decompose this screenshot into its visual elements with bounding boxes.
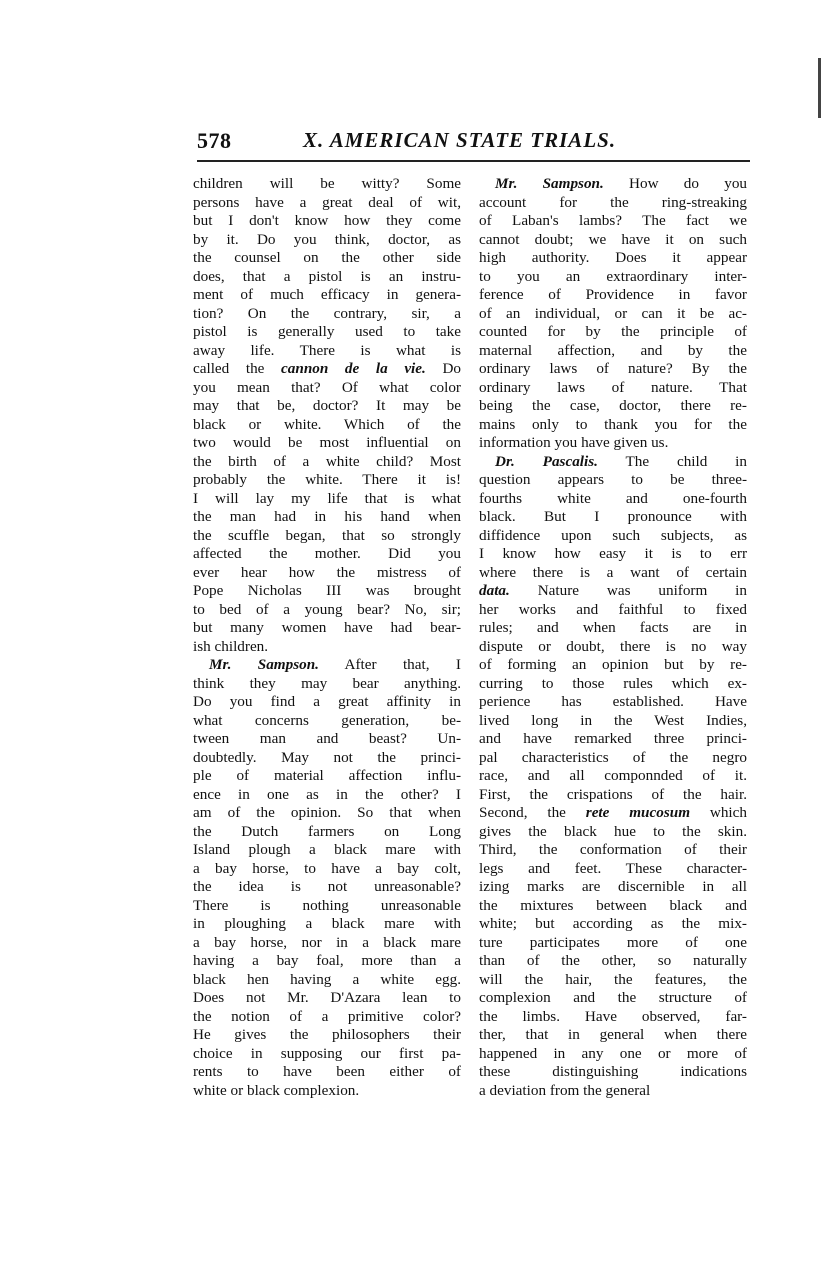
text-line: affected the mother. Did you [193,545,461,562]
text-line: of Laban's lambs? The fact we [479,212,747,229]
text-line: ference of Providence in favor [479,286,747,303]
text-line: fourths white and one-fourth [479,489,747,507]
text-line: her works and faithful to fixed [479,600,747,618]
text-line: probably the white. There it is! [193,471,461,488]
speaker-name: Mr. Sampson. [209,656,319,673]
text-line: being the case, doctor, there re- [479,397,747,414]
italic-term: cannon de la vie. [281,360,426,377]
text-line: legs and feet. These character- [479,859,747,877]
text-line: to bed of a young bear? No, sir; [193,600,461,618]
running-title: X. AMERICAN STATE TRIALS. [303,128,617,152]
text-line: happened in any one or more of [479,1044,747,1062]
text-line: dispute or doubt, there is no way [479,637,747,655]
text-line: to you an extraordinary inter- [479,267,747,285]
text-line: black hen having a white egg. [193,970,461,988]
page-number: 578 [197,128,232,153]
text-line: data. Nature was uniform in [479,582,747,599]
text-line: the birth of a white child? Most [193,452,461,470]
text-line: I will lay my life that is what [193,489,461,507]
text-line: the man had in his hand when [193,508,461,525]
text-line: ordinary laws of nature. That [479,378,747,396]
text-line: ish children. [193,637,269,655]
text-line: what concerns generation, be- [193,711,461,729]
text-line: Mr. Sampson. How do you [495,175,748,192]
text-line: pal characteristics of the negro [479,748,747,766]
header-rule [197,160,750,162]
text-line: Mr. Sampson. After that, I [209,656,461,673]
text-line: does, that a pistol is an instru- [193,267,461,285]
text-line: the counsel on the other side [193,249,461,266]
text-line: a bay horse, to have a bay colt, [193,859,461,877]
text-line: called the cannon de la vie. Do [193,360,462,377]
text-line: where there is a want of certain [479,563,747,581]
text-line: two would be most influential on [193,434,461,451]
text-line: high authority. Does it appear [479,249,747,266]
text-line: black. But I pronounce with [479,508,747,525]
text-line: the idea is not unreasonable? [193,878,461,895]
text-line: ple of material affection influ- [193,767,461,784]
text-line: of forming an opinion but by re- [479,656,747,673]
speaker-name: Mr. Sampson. [495,175,604,192]
text-line: I know how easy it is to err [479,545,747,562]
text-line: white; but according as the mix- [479,915,747,932]
text-line: by it. Do you think, doctor, as [193,230,461,248]
text-line: the limbs. Have observed, far- [479,1007,747,1025]
left-column [193,175,461,1100]
text-line: Pope Nicholas III was brought [193,582,461,599]
text-line: lived long in the West Indies, [479,711,747,729]
text-line: than of the other, so naturally [479,952,747,969]
text-line: He gives the philosophers their [193,1026,461,1043]
text-line: rules; and when facts are in [479,619,747,636]
text-line: white or black complexion. [193,1081,360,1099]
text-line: doubtedly. May not the princi- [193,748,461,766]
text-line: ever hear how the mistress of [193,563,461,581]
text-line: First, the crispations of the hair. [479,785,747,803]
text-line: information you have given us. [479,434,669,451]
text-line: ence in one as in the other? I [193,785,461,803]
text-line: the Dutch farmers on Long [193,822,461,840]
right-column [479,175,747,1100]
text-line: the scuffle began, that so strongly [193,526,461,544]
text-line: question appears to be three- [479,471,747,488]
text-line: ordinary laws of nature? By the [479,360,747,377]
text-line: counted for by the principle of [479,323,747,340]
text-line: a deviation from the general [479,1081,651,1099]
text-line: diffidence upon such subjects, as [479,526,747,544]
text-line: of an individual, or can it be ac- [479,304,747,322]
text-line: black or white. Which of the [193,415,461,433]
text-line: pistol is generally used to take [193,323,461,340]
italic-term: data. [479,582,510,599]
text-line: in ploughing a black mare with [193,915,461,932]
text-line: will the hair, the features, the [479,970,747,988]
text-line: think they may bear anything. [193,674,461,692]
text-line: Second, the rete mucosum which [479,804,747,821]
text-line: race, and all componnded of it. [479,767,747,784]
text-line: tween man and beast? Un- [193,730,461,747]
text-line: perience has established. Have [479,693,747,710]
text-line: mains only to thank you for the [479,415,747,433]
text-line: ture participates more of one [479,933,747,951]
text-line: Dr. Pascalis. The child in [495,452,747,470]
text-line: but many women have had bear- [193,619,461,636]
page-header [197,124,750,160]
text-line: am of the opinion. So that when [193,804,461,821]
page-edge-mark [818,58,821,118]
text-line: maternal affection, and by the [479,341,747,359]
text-line: and have remarked three princi- [479,730,747,747]
text-line: a bay horse, nor in a black mare [193,933,461,951]
text-line: There is nothing unreasonable [193,896,461,914]
text-line: curring to those rules which ex- [479,674,747,692]
italic-term: rete mucosum [585,804,691,821]
speaker-name: Dr. Pascalis. [495,452,598,470]
text-line: tion? On the contrary, sir, a [193,304,461,322]
text-line: cannot doubt; we have it on such [479,230,747,248]
text-line: complexion and the structure of [479,989,747,1006]
text-line: these distinguishing indications [479,1063,747,1080]
text-line: ther, that in general when there [479,1026,747,1043]
text-line: children will be witty? Some [193,175,461,192]
text-line: but I don't know how they come [193,212,461,229]
text-line: having a bay foal, more than a [193,952,461,969]
text-line: Third, the conformation of their [479,841,747,858]
text-line: ment of much efficacy in genera- [193,286,461,303]
text-line: choice in supposing our first pa- [193,1044,461,1062]
text-line: rents to have been either of [193,1063,461,1080]
text-line: the mixtures between black and [479,896,747,914]
text-line: Do you find a great affinity in [193,693,461,710]
text-line: persons have a great deal of wit, [193,193,461,211]
text-line: away life. There is what is [193,341,461,359]
text-line: you mean that? Of what color [193,378,461,396]
text-line: Island plough a black mare with [193,841,461,858]
text-line: gives the black hue to the skin. [479,822,747,840]
text-line: the notion of a primitive color? [193,1007,461,1025]
text-line: izing marks are discernible in all [479,878,747,895]
text-line: account for the ring-streaking [479,193,747,211]
text-line: may that be, doctor? It may be [193,397,461,414]
text-line: Does not Mr. D'Azara lean to [193,989,461,1006]
